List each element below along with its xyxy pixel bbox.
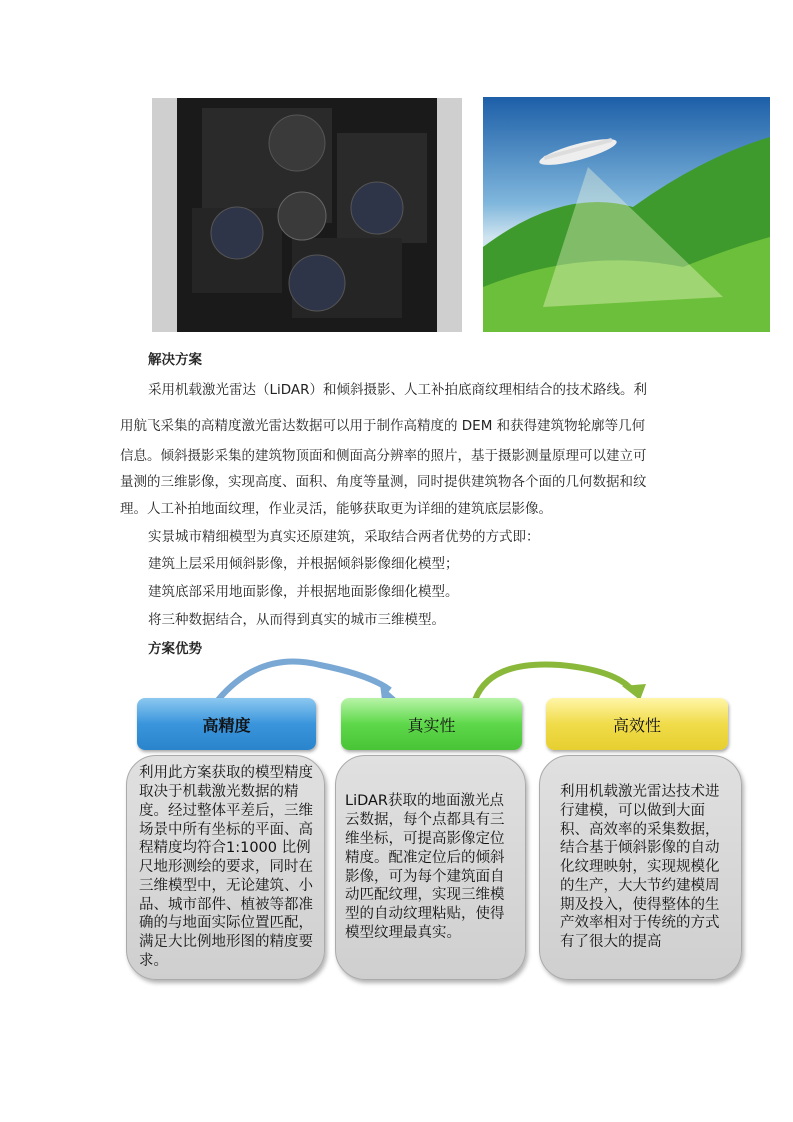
paragraph-line: 理。人工补拍地面纹理，作业灵活，能够获取更为详细的建筑底层影像。 — [120, 501, 552, 517]
paragraph: 实景城市精细模型为真实还原建筑，采取结合两者优势的方式即： — [148, 529, 540, 545]
curved-arrow-blue — [218, 662, 390, 700]
advantage-header-high-precision — [137, 698, 316, 750]
curved-arrow-green — [475, 664, 632, 700]
paragraph-line: 采用机载激光雷达（LiDAR）和倾斜摄影、人工补拍底商纹理相结合的技术路线。利 — [148, 382, 648, 398]
advantage-header-efficiency — [546, 698, 728, 750]
section-title-solution: 解决方案 — [148, 352, 202, 368]
paragraph-line: 量测的三维影像，实现高度、面积、角度等量测，同时提供建筑物各个面的几何数据和纹 — [120, 474, 647, 490]
advantage-text: 利用机载激光雷达技术进行建模，可以做到大面积、高效率的采集数据，结合基于倾斜影像的自动化纹理映射，实现规模化的生产，大大节约建模周期及投入，使得整体的生产效率相对于传统的方式有了很大的提高 — [560, 783, 720, 951]
advantage-title: 真实性 — [407, 715, 456, 735]
paragraph-line: 用航飞采集的高精度激光雷达数据可以用于制作高精度的 DEM 和获得建筑物轮廓等几何 — [120, 418, 646, 434]
advantage-card-high-precision — [126, 755, 325, 980]
paragraph: 建筑底部采用地面影像，并根据地面影像细化模型。 — [148, 584, 459, 600]
advantage-card-efficiency — [539, 755, 742, 980]
advantage-title: 高精度 — [202, 715, 251, 735]
advantage-header-authenticity — [341, 698, 522, 750]
advantage-title: 高效性 — [612, 715, 661, 735]
advantage-text: LiDAR获取的地面激光点云数据，每个点都具有三维坐标，可提高影像定位精度。配准定位后的倾斜影像，可为每个建筑面自动匹配纹理，实现三维模型的自动纹理粘贴，使得模型纹理最真实。 — [345, 793, 505, 941]
advantage-text: 利用此方案获取的模型精度取决于机载激光数据的精度。经过整体平差后，三维场景中所有坐标的平面、高程精度均符合1:1000 比例尺地形测绘的要求，同时在三维模型中，无论建筑、小品、城市部件、植被等都准确的与地面实际位置匹配，满足大比例地形图的精度要求。 — [139, 765, 313, 970]
paragraph: 建筑上层采用倾斜影像，并根据倾斜影像细化模型； — [148, 556, 459, 572]
paragraph: 将三种数据结合，从而得到真实的城市三维模型。 — [148, 612, 445, 628]
paragraph-line: 信息。倾斜摄影采集的建筑物顶面和侧面高分辨率的照片，基于摄影测量原理可以建立可 — [120, 448, 647, 464]
advantage-card-authenticity — [335, 755, 526, 980]
section-title-advantages: 方案优势 — [148, 641, 202, 657]
